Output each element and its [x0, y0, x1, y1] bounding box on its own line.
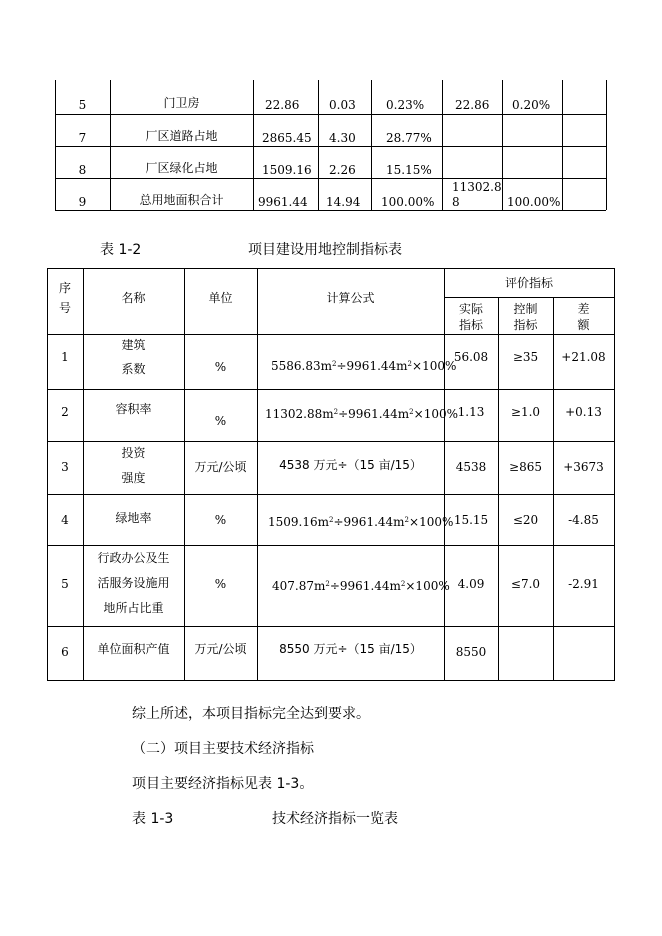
- table-cell: +21.08: [561, 350, 606, 364]
- table-cell: +3673: [563, 460, 604, 474]
- table-cell: 门卫房: [163, 96, 200, 110]
- table-cell: 28.77%: [386, 131, 432, 145]
- table-cell: 容积率: [115, 402, 152, 416]
- header-diff: 额: [577, 318, 590, 332]
- table-cell: 地所占比重: [103, 601, 164, 615]
- table-cell: 4.30: [329, 131, 356, 145]
- table-cell: ≥35: [512, 350, 539, 364]
- header-no: 号: [58, 301, 71, 315]
- header-actual: 实际: [458, 302, 483, 316]
- header-control: 控制: [513, 302, 538, 316]
- formula-cell: $5586.83m^2\div 9961.44m^2\times 100\%$: [271, 359, 457, 373]
- table-caption-title: 技术经济指标一览表: [272, 811, 398, 827]
- section-heading: （二）项目主要技术经济指标: [132, 741, 314, 757]
- table-cell: 4: [61, 513, 69, 527]
- table-cell: 22.86: [265, 98, 300, 112]
- table-cell: 56.08: [453, 350, 489, 364]
- table-cell: %: [214, 414, 227, 428]
- formula-cell: $1509.16m^2\div 9961.44m^2\times 100\%$: [268, 515, 454, 529]
- table-cell: 总用地面积合计: [139, 193, 224, 207]
- table-cell: 0.23%: [386, 98, 425, 112]
- table-cell: 9961.44: [258, 195, 308, 209]
- table-cell: 8: [78, 163, 87, 177]
- table-cell: +0.13: [565, 405, 602, 419]
- table-cell: 0.20%: [512, 98, 551, 112]
- table-cell: 投资: [121, 446, 146, 460]
- table-cell: 6: [61, 645, 69, 659]
- header-formula: 计算公式: [326, 291, 375, 305]
- table-cell: 11302.8: [452, 180, 502, 194]
- table-cell: 万元/公顷: [194, 642, 247, 656]
- table-cell: 8: [452, 195, 460, 209]
- table-cell: 15.15: [453, 513, 489, 527]
- table-cell: 万元/公顷: [194, 460, 247, 474]
- table-cell: %: [214, 577, 227, 591]
- header-control: 指标: [513, 318, 538, 332]
- table-cell: 4.09: [457, 577, 485, 591]
- table-cell: 4538: [455, 460, 487, 474]
- table-cell: ≤20: [512, 513, 539, 527]
- formula-cell: $11302.88m^2\div 9961.44m^2\times 100\%$: [265, 407, 459, 421]
- table-cell: 强度: [121, 471, 146, 485]
- table-cell: 2.26: [329, 163, 356, 177]
- table-cell: 活服务设施用: [97, 576, 170, 590]
- header-unit: 单位: [208, 291, 233, 305]
- table-cell: ≤7.0: [510, 577, 541, 591]
- table-cell: 9: [78, 195, 87, 209]
- table-cell: 8550: [455, 645, 487, 659]
- table-cell: 15.15%: [386, 163, 432, 177]
- table-caption-number: 表 1-3: [132, 811, 174, 827]
- table-cell: -4.85: [568, 513, 599, 527]
- table-cell: %: [214, 513, 227, 527]
- table-caption-title: 项目建设用地控制指标表: [248, 242, 402, 258]
- table-cell: 100.00%: [381, 195, 435, 209]
- table-cell: 100.00%: [507, 195, 561, 209]
- table-cell: 单位面积产值: [97, 642, 170, 656]
- table-cell: 行政办公及生: [97, 551, 170, 565]
- table-cell: 5: [61, 577, 69, 591]
- table-cell: %: [214, 360, 227, 374]
- table-cell: 1.13: [457, 405, 485, 419]
- table-cell: 厂区道路占地: [145, 129, 218, 143]
- table-cell: ≥865: [509, 460, 542, 474]
- table-cell: 1: [61, 350, 69, 364]
- table-cell: ≥1.0: [510, 405, 541, 419]
- paragraph-reference: 项目主要经济指标见表 1-3。: [132, 776, 314, 792]
- table-cell: 2865.45: [262, 131, 312, 145]
- table-cell: 厂区绿化占地: [145, 161, 218, 175]
- header-diff: 差: [577, 302, 590, 316]
- table-cell: 3: [61, 460, 69, 474]
- table-cell: 系数: [121, 362, 146, 376]
- table-cell: -2.91: [568, 577, 599, 591]
- table-cell: 2: [61, 405, 69, 419]
- table-cell: 7: [78, 131, 87, 145]
- header-eval: 评价指标: [504, 276, 553, 290]
- table-cell: 22.86: [455, 98, 490, 112]
- table-caption-number: 表 1-2: [100, 242, 142, 258]
- paragraph-conclusion: 综上所述，本项目指标完全达到要求。: [132, 706, 370, 722]
- table-cell: 1509.16: [262, 163, 312, 177]
- table-cell: 0.03: [329, 98, 356, 112]
- header-name: 名称: [121, 291, 146, 305]
- table-cell: 5: [78, 98, 87, 112]
- formula-cell: $407.87m^2\div 9961.44m^2\times 100\%$: [272, 579, 450, 593]
- table-cell: 建筑: [121, 338, 146, 352]
- table-cell: 14.94: [326, 195, 361, 209]
- formula-cell: 4538 万元÷（15 亩/15）: [279, 458, 422, 472]
- header-actual: 指标: [458, 318, 483, 332]
- table-cell: 绿地率: [115, 511, 152, 525]
- header-no: 序: [58, 281, 71, 295]
- formula-cell: 8550 万元÷（15 亩/15）: [279, 642, 422, 656]
